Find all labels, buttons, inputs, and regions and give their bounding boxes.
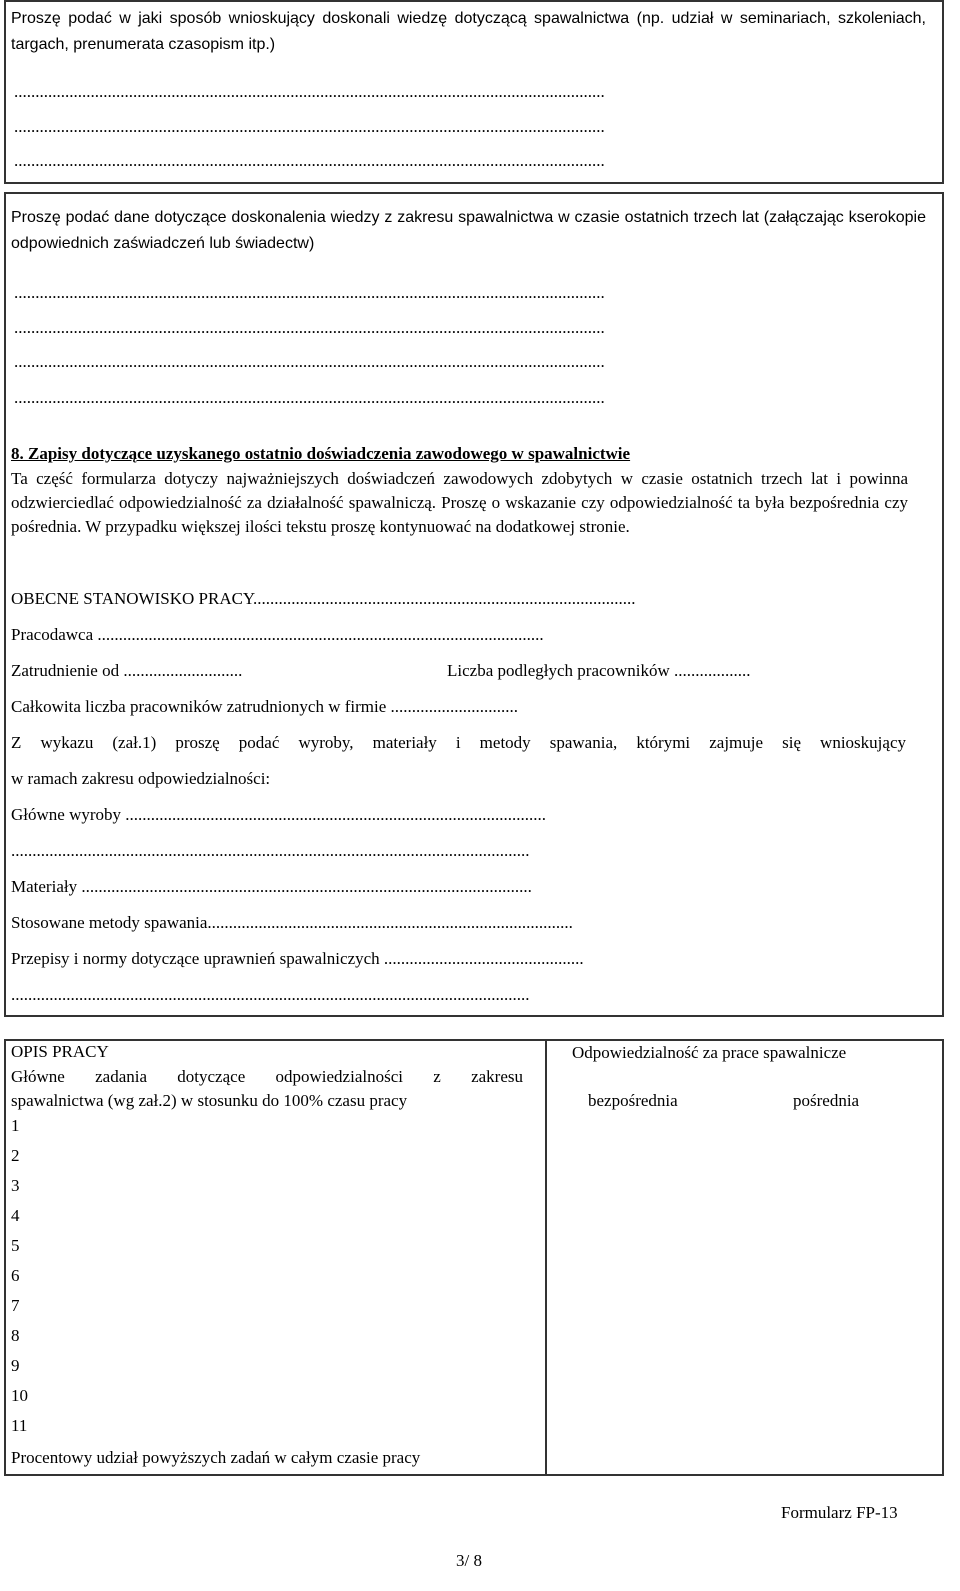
main-products-field[interactable]: Główne wyroby ................................................................................................... <box>11 805 547 824</box>
task-row-number: 3 <box>11 1176 20 1195</box>
task-row-number: 10 <box>11 1386 28 1405</box>
task-row-number: 5 <box>11 1236 20 1255</box>
section-8-intro: Ta część formularza dotyczy najważniejszych doświadczeń zawodowych zdobytych w czasie ostatnich trzech lat i powinna odzwierciedlać odpowiedzialność za działalność spawalniczą. Proszę o wskazanie czy odpowiedzialność ta była bezpośrednia czy pośrednia. W przypadku większej ilości tekstu proszę kontynuować na dodatkowej stronie. <box>11 469 908 536</box>
form-id: Formularz FP-13 <box>781 1503 898 1522</box>
regulations-field[interactable]: Przepisy i normy dotyczące uprawnień spawalniczych ............................................... <box>11 949 584 968</box>
answer-line[interactable]: ........................................................................................................................................... <box>14 318 605 337</box>
answer-line[interactable]: ........................................................................................................................................... <box>14 388 605 407</box>
task-row-number: 11 <box>11 1416 28 1435</box>
task-row-number: 8 <box>11 1326 20 1345</box>
materials-field[interactable]: Materiały .......................................................................................................... <box>11 877 532 896</box>
task-row-number: 6 <box>11 1266 20 1285</box>
products-instruction-2: w ramach zakresu odpowiedzialności: <box>11 769 271 788</box>
section-knowledge-text: Proszę podać w jaki sposób wnioskujący doskonali wiedzę dotyczącą spawalnictwa (np. udział w seminariach, szkoleniach, targach, prenumerata czasopism itp.) <box>11 10 926 53</box>
answer-line[interactable]: ........................................................................................................................................... <box>14 283 605 302</box>
current-position-field[interactable]: OBECNE STANOWISKO PRACY.......................................................................................... <box>11 589 636 608</box>
task-row-number: 7 <box>11 1296 20 1315</box>
welding-methods-field[interactable]: Stosowane metody spawania...................................................................................... <box>11 913 573 932</box>
regulations-continuation[interactable]: .......................................................................................................................... <box>11 985 530 1004</box>
task-row-number: 9 <box>11 1356 20 1375</box>
responsibility-header: Odpowiedzialność za prace spawalnicze <box>572 1043 847 1062</box>
page-number: 3/ 8 <box>456 1551 482 1570</box>
section-training-text: Proszę podać dane dotyczące doskonalenia wiedzy z zakresu spawalnictwa w czasie ostatnich trzech lat (załączając kserokopie odpowiednich zaświadczeń lub świadectw) <box>11 209 926 252</box>
total-employees-field[interactable]: Całkowita liczba pracowników zatrudnionych w firmie .............................. <box>11 697 519 716</box>
indirect-column-header: pośrednia <box>793 1091 860 1110</box>
job-table-footer: Procentowy udział powyższych zadań w całym czasie pracy <box>11 1448 421 1467</box>
table-divider <box>545 1039 547 1476</box>
task-row-number: 2 <box>11 1146 20 1165</box>
job-table-title: OPIS PRACY <box>11 1042 109 1061</box>
answer-line[interactable]: ........................................................................................................................................... <box>14 352 605 371</box>
job-table-desc-1: Główne zadania dotyczące odpowiedzialności z zakresu <box>11 1067 523 1086</box>
direct-column-header: bezpośrednia <box>588 1091 678 1110</box>
subordinates-field[interactable]: Liczba podległych pracowników .................. <box>447 661 751 680</box>
answer-line[interactable]: ........................................................................................................................................... <box>14 151 605 170</box>
employer-field[interactable]: Pracodawca ......................................................................................................... <box>11 625 544 644</box>
job-table-desc-2: spawalnictwa (wg zał.2) w stosunku do 100% czasu pracy <box>11 1091 408 1110</box>
products-instruction-1: Z wykazu (zał.1) proszę podać wyroby, materiały i metody spawania, którymi zajmuje się wnioskujący <box>11 733 906 752</box>
answer-line[interactable]: ........................................................................................................................................... <box>14 117 605 136</box>
employed-since-field[interactable]: Zatrudnienie od ............................ <box>11 661 243 680</box>
answer-line[interactable]: ........................................................................................................................................... <box>14 82 605 101</box>
task-row-number: 1 <box>11 1116 20 1135</box>
main-products-continuation[interactable]: .......................................................................................................................... <box>11 841 530 860</box>
task-row-number: 4 <box>11 1206 20 1225</box>
section-8-heading: 8. Zapisy dotyczące uzyskanego ostatnio doświadczenia zawodowego w spawalnictwie <box>11 444 631 463</box>
